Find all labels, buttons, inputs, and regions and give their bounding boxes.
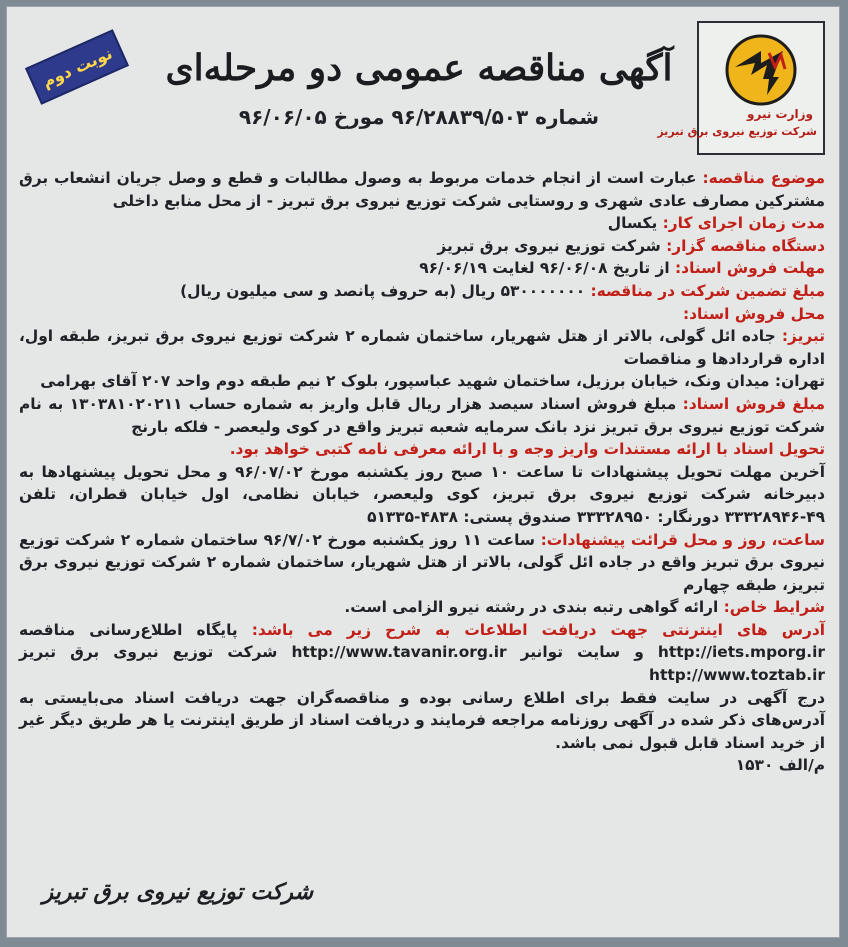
tabriz-text: جاده ائل گولی، بالاتر از هتل شهریار، ساختمان شماره ۲ شرکت توزیع نیروی برق تبریز، طبقه اول، اداره قراردادها و مناقصات xyxy=(19,327,825,368)
guarantee-label: مبلغ تضمین شرکت در مناقصه: xyxy=(590,281,825,300)
duration-label: مدت زمان اجرای کار: xyxy=(662,214,825,233)
advertisement-page xyxy=(6,6,840,938)
submission-paragraph xyxy=(19,461,825,529)
price-text: مبلغ فروش اسناد سیصد هزار ریال قابل واریز به شماره حساب ۱۳۰۳۸۱۰۲۰۲۱۱ به نام شرکت توزیع نیروی برق تبریز نزد بانک سرمایه شعبه تبریز واقع در کوی ولیعصر - فلکه بارنج xyxy=(19,394,825,436)
lightning-logo-icon xyxy=(721,33,801,107)
advertisement-body xyxy=(19,167,825,777)
ministry-name: وزارت نیرو xyxy=(747,107,813,121)
delivery-label: تحویل اسناد با ارائه مستندات واریز وجه و با ارائه معرفی نامه کتبی خواهد بود. xyxy=(229,440,825,459)
company-logo xyxy=(657,21,825,155)
notice-text: درج آگهی در سایت فقط برای اطلاع رسانی بوده و مناقصه‌گران جهت دریافت اسناد می‌بایستی به آدرس‌های ذکر شده در آگهی روزنامه مراجعه فرمایند و دریافت اسناد از طریق اینترنت یا هر طریق دیگر غیر از خرید اسناد قابل قبول نمی باشد. xyxy=(19,688,825,752)
company-signature: شرکت توزیع نیروی برق تبریز xyxy=(42,879,313,905)
guarantee-text: ۵۳۰۰۰۰۰۰۰ ریال (به حروف پانصد و سی میلیون ریال) xyxy=(180,281,586,300)
deadline-label: مهلت فروش اسناد: xyxy=(675,259,825,278)
subject-label: موضوع مناقصه: xyxy=(702,169,825,187)
tehran-paragraph xyxy=(19,370,825,393)
duration-text: یکسال xyxy=(607,214,658,233)
subject-paragraph xyxy=(19,167,825,212)
conditions-text: ارائه گواهی رتبه بندی در رشته نیرو الزامی است. xyxy=(344,598,719,617)
price-label: مبلغ فروش اسناد: xyxy=(682,394,826,413)
authority-text: شرکت توزیع نیروی برق تبریز xyxy=(437,236,661,255)
internet-label: آدرس های اینترنتی جهت دریافت اطلاعات به شرح زیر می باشد: xyxy=(251,620,825,639)
code-paragraph xyxy=(19,754,825,777)
code-text: م/الف ۱۵۳۰ xyxy=(735,756,825,775)
delivery-paragraph xyxy=(19,438,825,461)
price-paragraph xyxy=(19,393,825,438)
company-name: شرکت توزیع نیروی برق تبریز xyxy=(657,125,817,138)
second-round-badge: نوبت دوم xyxy=(25,29,129,105)
opening-label: ساعت، روز و محل قرائت پیشنهادات: xyxy=(540,530,826,549)
page-title: آگهی مناقصه عمومی دو مرحله‌ای xyxy=(165,47,673,89)
opening-text: ساعت ۱۱ روز یکشنبه مورخ ۹۶/۷/۰۲ ساختمان شماره ۲ شرکت توزیع نیروی برق تبریز واقع در جاده ائل گولی، بالاتر از هتل شهریار، ساختمان شماره ۲ شرکت توزیع نیروی برق تبریز، طبقه چهارم xyxy=(19,530,825,594)
conditions-label: شرایط خاص: xyxy=(723,598,825,617)
submission-text: آخرین مهلت تحویل پیشنهادات تا ساعت ۱۰ صبح روز یکشنبه مورخ ۹۶/۰۷/۰۲ و محل تحویل پیشنهادها به دبیرخانه شرکت توزیع نیروی برق تبریز، کوی ولیعصر، خیابان نظامی، اول خیابان قطران، تلفن ۴۹-۳۳۳۲۸۹۴۶ دورنگار: ۳۳۳۲۸۹۵۰ صندوق پستی: ۴۸۳۸-۵۱۳۳۵ xyxy=(19,462,825,526)
conditions-paragraph xyxy=(19,596,825,619)
sale-place-label: محل فروش اسناد: xyxy=(682,304,825,323)
internet-text: پایگاه اطلاع‌رسانی مناقصه http://iets.mporg.ir و سایت توانیر http://www.tavanir.org.ir شرکت توزیع نیروی برق تبریز http://www.toztab.ir xyxy=(19,620,826,685)
guarantee-paragraph xyxy=(19,280,825,303)
tehran-text: تهران: میدان ونک، خیابان برزیل، ساختمان شهید عباسپور، بلوک ۲ نیم طبقه دوم واحد ۲۰۷ آقای بهرامی xyxy=(40,372,825,391)
deadline-text: از تاریخ ۹۶/۰۶/۰۸ لغایت ۹۶/۰۶/۱۹ xyxy=(419,259,670,278)
deadline-paragraph xyxy=(19,257,825,280)
duration-paragraph xyxy=(19,212,825,235)
reference-number: شماره ۹۶/۲۸۸۳۹/۵۰۳ مورخ ۹۶/۰۶/۰۵ xyxy=(238,105,600,129)
authority-label: دستگاه مناقصه گزار: xyxy=(666,236,825,255)
sale-place-paragraph xyxy=(19,303,825,326)
authority-paragraph xyxy=(19,235,825,258)
notice-paragraph xyxy=(19,687,825,755)
opening-paragraph xyxy=(19,529,825,597)
internet-paragraph xyxy=(19,619,825,687)
subject-text: عبارت است از انجام خدمات مربوط به وصول مطالبات و قطع و وصل جریان انشعاب برق مشترکین مصارف عادی شهری و روستایی شرکت توزیع نیروی برق تبریز - از محل منابع داخلی xyxy=(19,169,825,210)
tabriz-label: تبریز: xyxy=(781,327,826,346)
tabriz-paragraph xyxy=(19,325,825,370)
